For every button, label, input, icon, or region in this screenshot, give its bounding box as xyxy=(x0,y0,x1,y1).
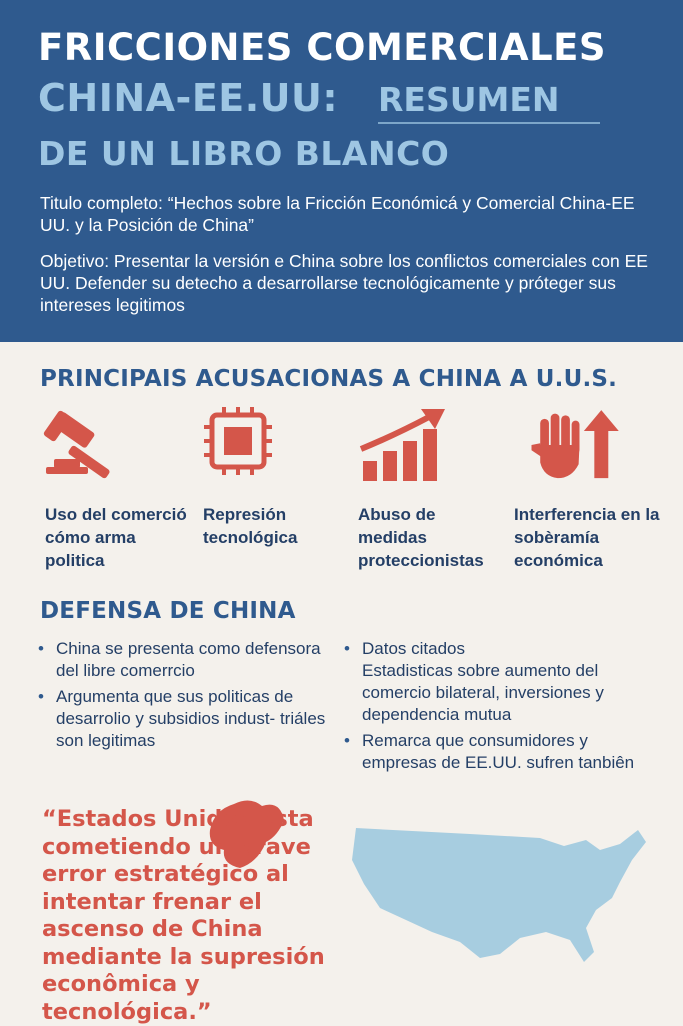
list-item: • Remarca que consumidores y empresas de EE.UU. sufren tanbiên xyxy=(344,730,654,774)
accusation-label-1: Uso del comerció cómo arma politica xyxy=(45,505,187,570)
accusations-heading: PRINCIPAIS ACUSACIONAS A CHINA A U.U.S. xyxy=(40,366,618,392)
accusation-label-4: Interferencia en la sobèramía económica xyxy=(514,505,660,570)
full-title-text: Titulo completo: “Hechos sobre la Fricción Económicá y Comercial China-EE UU. y la Posición de China” xyxy=(40,193,635,235)
chip-icon xyxy=(190,405,286,485)
accusation-label-3: Abuso de medidas proteccionistas xyxy=(358,505,484,570)
header-banner xyxy=(0,0,683,342)
objective-text: Objetivo: Presentar la versión e China sobre los conflictos comerciales con EE UU. Defender su detecho a desarrollarse tecnológicamente y próteger sus intereses legitimos xyxy=(40,251,648,315)
list-item: • China se presenta como defensora del libre comerrcio xyxy=(38,638,328,682)
title-line-2-suffix: RESUMEN xyxy=(378,80,560,119)
us-map-icon xyxy=(350,820,650,970)
accusation-label-2: Represión tecnológica xyxy=(203,505,298,547)
gavel-icon xyxy=(40,405,136,485)
list-item-detail: Estadisticas sobre aumento del comercio bilateral, inversiones y dependencia mutua xyxy=(362,661,604,724)
quote-text: “Estados Unidos esta cometiendo un grave error estratégico al intentar frenar el ascenso de China mediante la supresión econômica y tecnológica.” xyxy=(42,806,325,1025)
title-line-3: DE UN LIBRO BLANCO xyxy=(38,134,450,173)
defense-right-list xyxy=(344,638,654,778)
list-item: • Argumenta que sus politicas de desarrolio y subsidios indust- triáles son legitimas xyxy=(38,686,328,752)
title-divider xyxy=(378,122,600,124)
list-item: • Datos citados xyxy=(344,638,654,660)
hand-up-arrow-icon xyxy=(528,405,624,485)
title-line-1: FRICCIONES COMERCIALES xyxy=(38,26,607,69)
title-line-2: CHINA-EE.UU: xyxy=(38,76,339,120)
defense-left-list xyxy=(38,638,328,756)
rising-chart-icon xyxy=(355,405,451,485)
defense-heading: DEFENSA DE CHINA xyxy=(40,598,296,624)
